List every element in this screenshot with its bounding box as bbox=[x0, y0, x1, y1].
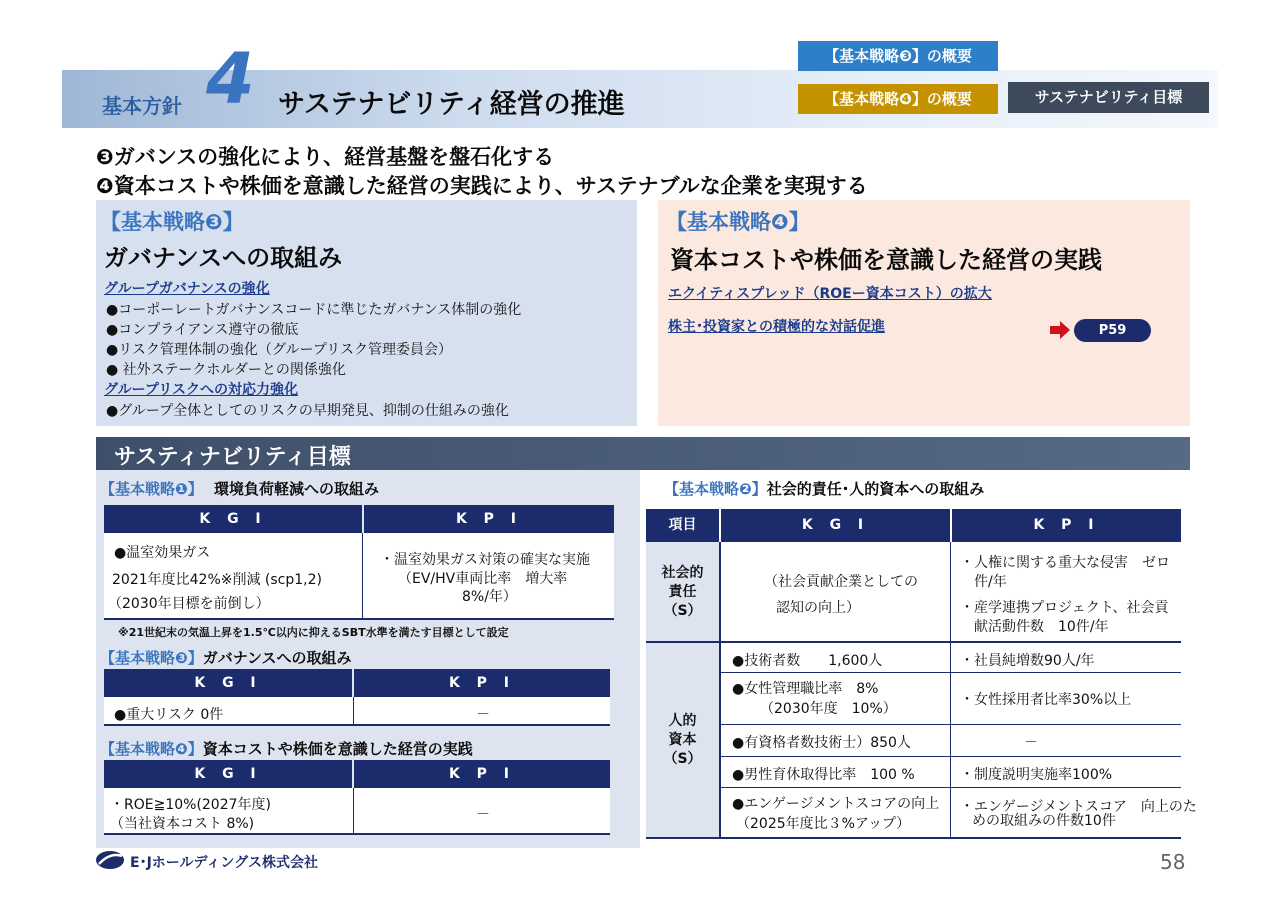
s2-human-kpi: ・エンゲージメントスコア 向上のた bbox=[960, 799, 1197, 815]
strategy4-overview-button[interactable]: 【基本戦略❹】の概要 bbox=[798, 84, 998, 114]
s4-kgi-header: K G I bbox=[104, 760, 352, 788]
s2-item-header: 項目 bbox=[646, 509, 719, 542]
s3-heading-row bbox=[100, 647, 352, 668]
s4-heading-row bbox=[100, 738, 473, 759]
s2-human-kpi: － bbox=[1024, 735, 1038, 751]
s2-row-rule bbox=[721, 756, 1181, 757]
s2-kgi-header: K G I bbox=[721, 509, 950, 542]
s2-social-label-line: 社会的 bbox=[661, 565, 704, 581]
company-logo-icon bbox=[95, 850, 125, 870]
s1-kgi-line: 2021年度比42%※削減 (scp1,2) bbox=[112, 572, 322, 588]
s1-heading: 環境負荷軽減への取組み bbox=[213, 480, 379, 498]
s2-row-rule bbox=[646, 641, 1181, 643]
s2-social-kpi-line: 献活動件数 10件/年 bbox=[974, 619, 1109, 635]
s2-human-label-line: 資本 bbox=[668, 732, 697, 748]
s4-divider bbox=[353, 788, 354, 834]
s4-kpi: － bbox=[476, 807, 490, 823]
s2-tag: 【基本戦略❷】 bbox=[664, 480, 767, 498]
group-governance-link[interactable]: グループガバナンスの強化 bbox=[104, 281, 270, 297]
s4-kgi-line: （当社資本コスト 8%) bbox=[110, 816, 255, 832]
company-name: E･Jホールディングス株式会社 bbox=[130, 855, 318, 871]
s1-kpi-line: （EV/HV車両比率 増大率 bbox=[398, 571, 568, 587]
page-number: 58 bbox=[1160, 850, 1186, 874]
header-number: 4 bbox=[206, 38, 255, 120]
s2-social-kpi-line: 件/年 bbox=[974, 574, 1007, 590]
s2-heading: 社会的責任･人的資本への取組み bbox=[766, 480, 985, 498]
s3-kgi-header: K G I bbox=[104, 669, 352, 697]
s2-human-label-line: 人的 bbox=[668, 713, 697, 729]
s2-social-kpi-line: ・産学連携プロジェクト、社会貢 bbox=[960, 600, 1169, 616]
s2-social-label-line: （S） bbox=[663, 603, 702, 619]
s1-kpi-header: K P I bbox=[364, 505, 614, 533]
arrow-right-icon bbox=[1050, 321, 1070, 339]
headline-capital-cost: ❹資本コストや株価を意識した経営の実践により、サステナブルな企業を実現する bbox=[96, 174, 868, 198]
s1-kgi-header: K G I bbox=[104, 505, 362, 533]
s1-bottom-rule bbox=[104, 618, 614, 620]
s2-human-kgi: ●エンゲージメントスコアの向上 bbox=[732, 796, 940, 812]
s4-heading: 資本コストや株価を意識した経営の実践 bbox=[202, 740, 473, 758]
s4-tag: 【基本戦略❹】 bbox=[100, 740, 203, 758]
s1-note: ※21世紀末の気温上昇を1.5℃以内に抑えるSBT水準を満たす目標として設定 bbox=[118, 626, 509, 639]
s3-kpi-header: K P I bbox=[354, 669, 610, 697]
s1-tag: 【基本戦略❶】 bbox=[100, 480, 203, 498]
s3-kgi: ●重大リスク 0件 bbox=[114, 707, 224, 723]
list-item: ●コーポーレートガバナンスコードに準じたガバナンス体制の強化 bbox=[106, 302, 522, 318]
s2-human-kgi: ●有資格者数技術士）850人 bbox=[732, 735, 911, 751]
s2-divider-label bbox=[719, 542, 721, 838]
s2-human-label-line: （S） bbox=[663, 751, 702, 767]
s2-human-kgi: ●女性管理職比率 8% bbox=[732, 681, 879, 697]
s3-bottom-rule bbox=[104, 724, 610, 726]
page-title: サステナビリティ経営の推進 bbox=[278, 89, 625, 120]
s2-social-kpi-line: ・人権に関する重大な侵害 ゼロ bbox=[960, 555, 1170, 571]
s2-row-rule bbox=[721, 787, 1181, 788]
s4-bottom-rule bbox=[104, 833, 610, 835]
list-item: ●グループ全体としてのリスクの早期発見、抑制の仕組みの強化 bbox=[106, 403, 509, 419]
s2-kpi-header: K P I bbox=[952, 509, 1181, 542]
group-risk-link[interactable]: グループリスクへの対応力強化 bbox=[104, 382, 299, 398]
s1-kgi-line: ●温室効果ガス bbox=[114, 545, 211, 561]
s2-row-rule bbox=[721, 672, 1181, 673]
sustainability-goals-button[interactable]: サステナビリティ目標 bbox=[1008, 82, 1209, 113]
s1-divider bbox=[362, 533, 363, 619]
strategy3-title: ガバナンスへの取組み bbox=[104, 244, 343, 272]
s2-human-kgi: （2025年度比３%アップ） bbox=[736, 816, 911, 832]
s2-heading-row bbox=[664, 478, 984, 499]
s3-kpi: － bbox=[476, 707, 490, 723]
s2-human-kpi: ・制度説明実施率100% bbox=[960, 767, 1113, 783]
strategy3-overview-button[interactable]: 【基本戦略❸】の概要 bbox=[798, 41, 998, 71]
s2-human-kgi: （2030年度 10%） bbox=[760, 701, 897, 717]
strategy3-tag: 【基本戦略❸】 bbox=[100, 210, 244, 234]
strategy4-tag: 【基本戦略❹】 bbox=[666, 210, 810, 234]
s3-heading: ガバナンスへの取組み bbox=[202, 649, 352, 667]
s2-social-kgi-line: 認知の向上） bbox=[776, 600, 860, 616]
s2-bottom-rule bbox=[646, 837, 1181, 839]
strategy4-title: 資本コストや株価を意識した経営の実践 bbox=[670, 246, 1102, 274]
page-ref-button[interactable]: P59 bbox=[1074, 319, 1151, 342]
header-label: 基本方針 bbox=[102, 94, 182, 118]
s1-kgi-line: （2030年目標を前倒し） bbox=[108, 596, 270, 612]
s1-kpi-line: 8%/年） bbox=[462, 589, 517, 605]
list-item: ● 社外ステークホルダーとの関係強化 bbox=[106, 362, 346, 378]
s2-human-label bbox=[646, 712, 719, 769]
s2-human-kgi: ●技術者数 1,600人 bbox=[732, 653, 883, 669]
s2-divider-kgi bbox=[950, 542, 951, 838]
s2-social-label bbox=[646, 564, 719, 621]
s2-social-label-line: 責任 bbox=[668, 584, 697, 600]
sustainability-title: サスティナビリティ目標 bbox=[114, 445, 351, 470]
s1-kpi-line: ・温室効果ガス対策の確実な実施 bbox=[380, 552, 590, 568]
s4-kpi-header: K P I bbox=[354, 760, 610, 788]
s2-human-kgi: ●男性育休取得比率 100 % bbox=[732, 767, 915, 783]
s2-human-kpi: ・女性採用者比率30%以上 bbox=[960, 692, 1132, 708]
equity-spread-link[interactable]: エクイティスプレッド（ROEー資本コスト）の拡大 bbox=[668, 286, 992, 302]
s2-human-kpi: ・社員純増数90人/年 bbox=[960, 653, 1095, 669]
investor-dialogue-link[interactable]: 株主･投資家との積極的な対話促進 bbox=[668, 319, 885, 335]
s3-tag: 【基本戦略❸】 bbox=[100, 649, 203, 667]
s1-heading-row bbox=[100, 478, 379, 499]
s2-human-kpi: めの取組みの件数10件 bbox=[972, 813, 1116, 829]
s3-divider bbox=[353, 697, 354, 725]
list-item: ●コンプライアンス遵守の徹底 bbox=[106, 322, 299, 338]
s4-kgi-line: ・ROE≧10%(2027年度) bbox=[110, 797, 271, 813]
s2-row-rule bbox=[721, 724, 1181, 725]
s2-social-kgi-line: （社会貢献企業としての bbox=[764, 574, 918, 590]
list-item: ●リスク管理体制の強化（グループリスク管理委員会） bbox=[106, 342, 452, 358]
headline-governance: ❸ガバンスの強化により、経営基盤を盤石化する bbox=[96, 145, 555, 169]
